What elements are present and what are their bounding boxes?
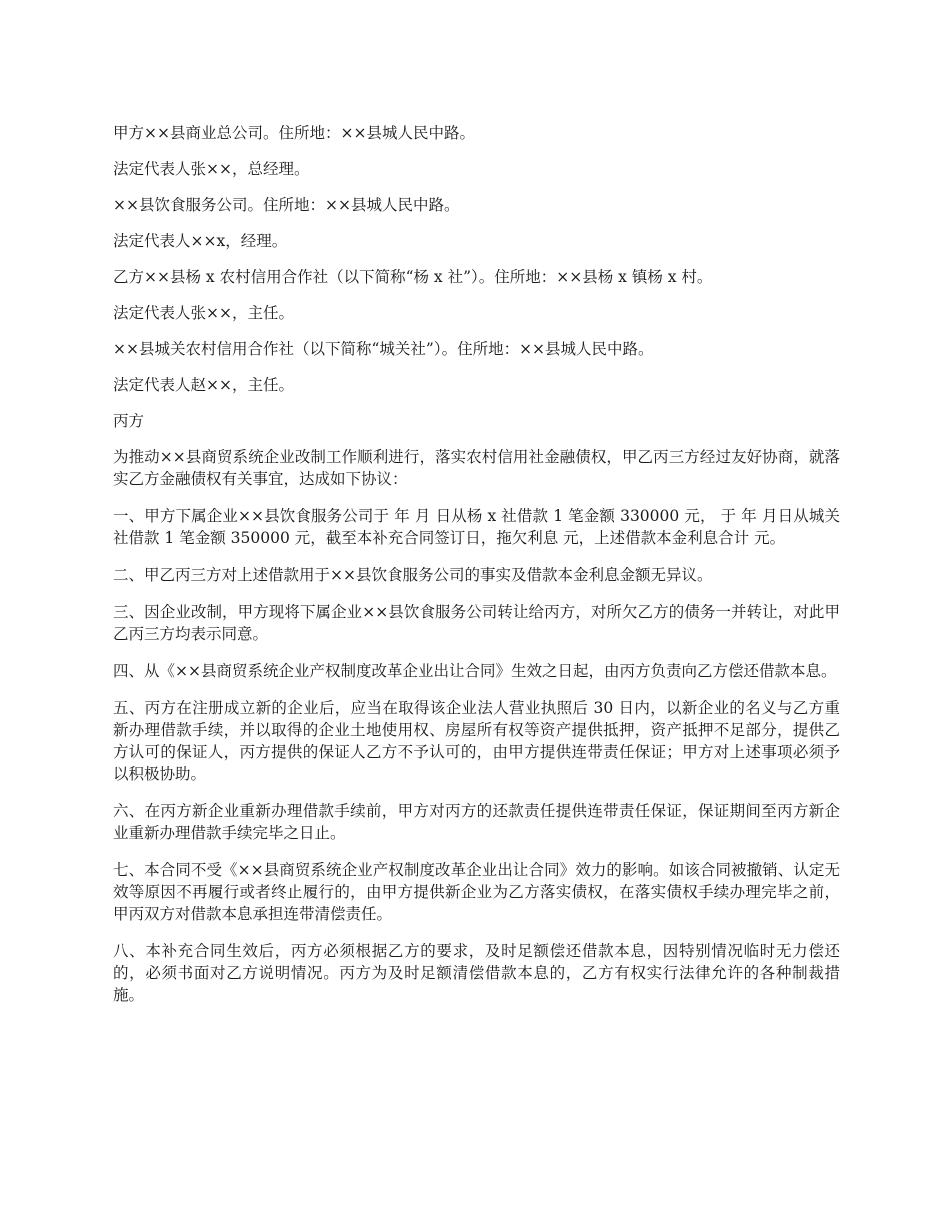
party-b-credit-union-yang: 乙方××县杨 x 农村信用合作社（以下简称“杨 x 社”）。住所地：××县杨 x 镇杨 x 村。 [113,268,713,286]
party-b-credit-union-chengguan: ××县城关农村信用合作社（以下简称“城关社”）。住所地：××县城人民中路。 [113,340,654,358]
clause-4: 四、从《××县商贸系统企业产权制度改革企业出让合同》生效之日起，由丙方负责向乙方偿还借款本息。 [113,662,837,680]
party-b-chengguan-representative: 法定代表人赵××，主任。 [113,376,294,394]
preamble: 为推动××县商贸系统企业改制工作顺利进行，落实农村信用社金融债权，甲乙丙三方经过友好协商，就落实乙方金融债权有关事宜，达成如下协议： [113,448,840,488]
clause-2: 二、甲乙丙三方对上述借款用于××县饮食服务公司的事实及借款本金利息金额无异议。 [113,566,713,584]
party-a-subsidiary: ××县饮食服务公司。住所地：××县城人民中路。 [113,196,460,214]
party-a-subsidiary-representative: 法定代表人××x，经理。 [113,232,288,250]
clause-3: 三、因企业改制，甲方现将下属企业××县饮食服务公司转让给丙方，对所欠乙方的债务一并转让，对此甲乙丙三方均表示同意。 [113,603,840,643]
clause-6: 六、在丙方新企业重新办理借款手续前，甲方对丙方的还款责任提供连带责任保证，保证期间至丙方新企业重新办理借款手续完毕之日止。 [113,802,840,842]
clause-1: 一、甲方下属企业××县饮食服务公司于 年 月 日从杨 x 社借款 1 笔金额 330000 元， 于 年 月日从城关社借款 1 笔金额 350000 元，截至本补充合同签订日，拖欠利息 元，上述借款本金利息合计 元。 [113,507,840,547]
party-b-yang-representative: 法定代表人张××，主任。 [113,304,294,322]
party-c-label: 丙方 [113,412,145,430]
clause-8: 八、本补充合同生效后，丙方必须根据乙方的要求，及时足额偿还借款本息，因特别情况临时无力偿还的，必须书面对乙方说明情况。丙方为及时足额清偿借款本息的，乙方有权实行法律允许的各种制裁措施。 [113,942,840,1004]
party-a-representative: 法定代表人张××，总经理。 [113,160,310,178]
clause-7: 七、本合同不受《××县商贸系统企业产权制度改革企业出让合同》效力的影响。如该合同被撤销、认定无效等原因不再履行或者终止履行的，由甲方提供新企业为乙方落实债权，在落实债权手续办理完毕之前，甲丙双方对借款本息承担连带清偿责任。 [113,861,840,923]
document-body [113,122,840,1021]
clause-5: 五、丙方在注册成立新的企业后，应当在取得该企业法人营业执照后 30 日内，以新企业的名义与乙方重新办理借款手续，并以取得的企业土地使用权、房屋所有权等资产提供抵押，资产抵押不足部分，提供乙方认可的保证人，丙方提供的保证人乙方不予认可的，由甲方提供连带责任保证；甲方对上述事项必须予以积极协助。 [113,699,840,783]
party-a-company: 甲方××县商业总公司。住所地：××县城人民中路。 [113,124,475,142]
